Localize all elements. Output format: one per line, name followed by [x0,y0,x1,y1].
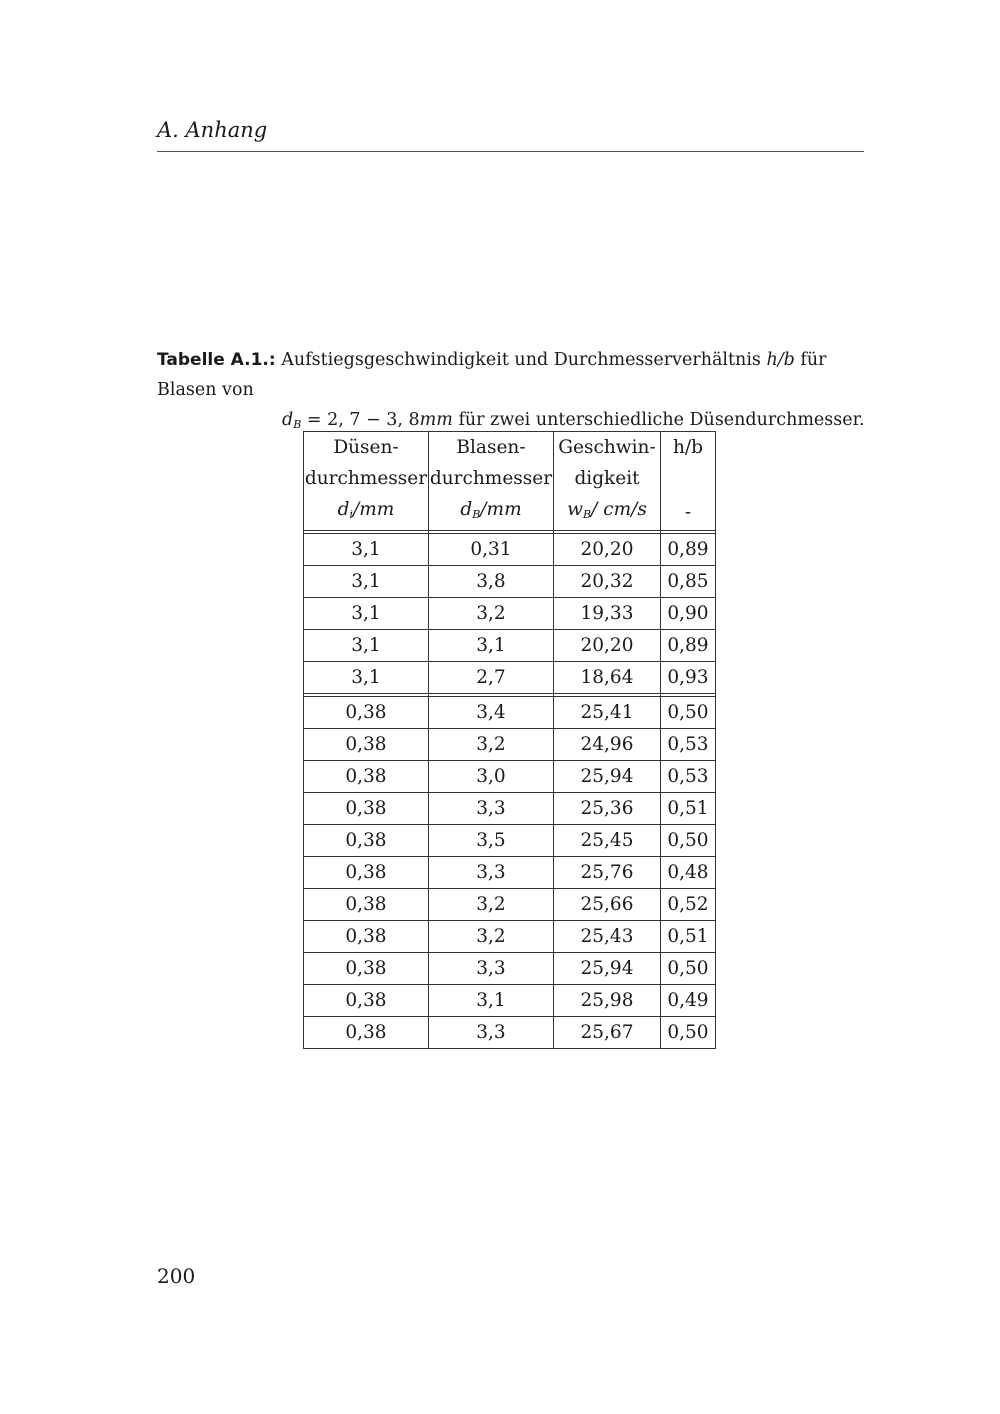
table-cell: 0,49 [661,985,716,1017]
table-cell: 25,43 [554,921,661,953]
table-cell: 0,31 [429,534,554,566]
table-row [304,697,716,729]
table-cell: 0,38 [304,889,429,921]
table-cell: 0,89 [661,534,716,566]
table-cell: 0,38 [304,793,429,825]
table-header [304,432,716,531]
table-cell: 0,38 [304,921,429,953]
table-row [304,921,716,953]
header-col1-unit: $d_i/mm$ [304,494,429,531]
table-row [304,598,716,630]
table-row [304,630,716,662]
table-cell: 25,36 [554,793,661,825]
table-cell: 3,1 [429,985,554,1017]
table-cell: 0,50 [661,825,716,857]
header-row-2 [304,463,716,494]
table-cell: 24,96 [554,729,661,761]
table-row [304,534,716,566]
table-cell: 3,1 [429,630,554,662]
table-cell: 0,38 [304,729,429,761]
table-caption [157,345,867,440]
table-cell: 3,2 [429,598,554,630]
table-row [304,793,716,825]
caption-math-hb: h/b [766,350,795,370]
table-cell: 0,53 [661,761,716,793]
header-col4-label: h/b [661,432,716,464]
table-cell: 3,8 [429,566,554,598]
caption-text-c: für zwei unterschiedliche Düsendurchmesser. [452,410,865,430]
table-cell: 0,52 [661,889,716,921]
table-cell: 18,64 [554,662,661,694]
caption-text-b: für Blasen von [157,350,827,400]
table-cell: 0,50 [661,697,716,729]
data-table [303,431,716,1049]
table-cell: 3,2 [429,889,554,921]
table-cell: 3,2 [429,729,554,761]
header-col2-line2: durchmesser [429,463,554,494]
table-cell: 20,32 [554,566,661,598]
table-row [304,857,716,889]
table-cell: 25,94 [554,761,661,793]
table-cell: 0,89 [661,630,716,662]
table-cell: 3,1 [304,662,429,694]
table-row [304,662,716,694]
table-cell: 25,45 [554,825,661,857]
header-col4-unit: - [661,494,716,531]
header-col1-line2: durchmesser [304,463,429,494]
table-cell: 3,1 [304,630,429,662]
table-cell: 0,38 [304,1017,429,1049]
table-cell: 0,38 [304,985,429,1017]
table-cell: 3,5 [429,825,554,857]
table-cell: 3,3 [429,793,554,825]
caption-math-unit: mm [419,410,453,430]
table-cell: 0,38 [304,761,429,793]
header-col3-line2: digkeit [554,463,661,494]
header-col1-line1: Düsen- [304,432,429,464]
table-cell: 3,3 [429,1017,554,1049]
table-cell: 0,38 [304,825,429,857]
table-cell: 20,20 [554,534,661,566]
table-cell: 3,1 [304,534,429,566]
table-row [304,953,716,985]
header-col2-unit: $d_B/mm$ [429,494,554,531]
table-cell: 20,20 [554,630,661,662]
table-cell: 25,67 [554,1017,661,1049]
table-cell: 0,51 [661,921,716,953]
table-cell: 0,90 [661,598,716,630]
table-cell: 25,41 [554,697,661,729]
header-col3-line1: Geschwin- [554,432,661,464]
table-cell: 0,53 [661,729,716,761]
table-row [304,825,716,857]
caption-math-range: = 2, 7 − 3, 8 [301,410,420,430]
table-cell: 25,76 [554,857,661,889]
table-cell: 0,48 [661,857,716,889]
table-cell: 3,1 [304,566,429,598]
table-cell: 0,38 [304,953,429,985]
table-cell: 19,33 [554,598,661,630]
header-rule [157,151,864,152]
table-cell: 25,66 [554,889,661,921]
table-cell: 0,85 [661,566,716,598]
header-row-units [304,494,716,531]
table-cell: 0,50 [661,953,716,985]
caption-math-d: d [282,410,294,430]
table-cell: 2,7 [429,662,554,694]
table-cell: 3,0 [429,761,554,793]
caption-line-1 [157,345,867,405]
table-cell: 0,50 [661,1017,716,1049]
table-cell: 3,2 [429,921,554,953]
table-cell: 0,38 [304,697,429,729]
table-cell: 3,4 [429,697,554,729]
table-cell: 3,3 [429,857,554,889]
table-cell: 25,94 [554,953,661,985]
table-cell: 0,51 [661,793,716,825]
caption-label: Tabelle A.1.: [157,350,276,370]
table-cell: 3,1 [304,598,429,630]
table-cell: 0,38 [304,857,429,889]
running-header: A. Anhang [157,118,268,142]
table-cell: 3,3 [429,953,554,985]
table-row [304,889,716,921]
header-row-1 [304,432,716,464]
header-col2-line1: Blasen- [429,432,554,464]
table-body [304,531,716,1049]
header-col3-unit: $w_B/$ cm/s [554,494,661,531]
table-row [304,985,716,1017]
table-row [304,1017,716,1049]
caption-math-d-sub: B [293,418,302,431]
table-cell: 25,98 [554,985,661,1017]
caption-text-a: Aufstiegsgeschwindigkeit und Durchmesserverhältnis [281,350,767,370]
table-row [304,729,716,761]
table-cell: 0,93 [661,662,716,694]
page-number: 200 [157,1264,196,1288]
header-col4-blank [661,463,716,494]
table-row [304,761,716,793]
table-row [304,566,716,598]
